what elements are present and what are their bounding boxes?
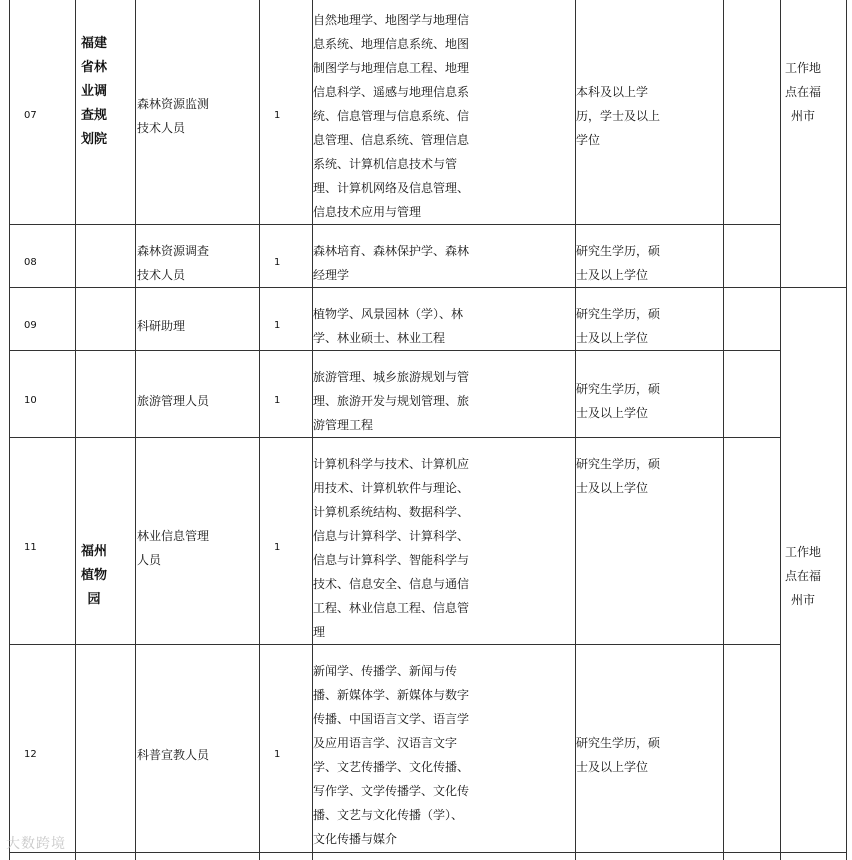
education-requirement: 研究生学历，硕士及以上学位 — [576, 736, 661, 774]
education-requirement: 研究生学历，硕士及以上学位 — [576, 307, 661, 345]
grid-line — [9, 0, 10, 860]
grid-line — [259, 0, 260, 860]
post-name: 森林资源监测技术人员 — [137, 97, 210, 135]
major-requirement: 旅游管理、城乡旅游规划与管理、旅游开发与规划管理、旅游管理工程 — [313, 370, 470, 432]
row-number: 12 — [24, 749, 37, 760]
post-name: 旅游管理人员 — [137, 394, 210, 408]
major-requirement: 自然地理学、地图学与地理信息系统、地理信息系统、地图制图学与地理信息工程、地理信息科学、遥感与地理信息系统、信息管理与信息系统、信息管理、信息系统、管理信息系统、计算机信息技术与管理、计算机网络及信息管理、信息技术应用与管理 — [313, 13, 470, 219]
grid-line — [780, 0, 781, 860]
work-location-note: 工作地点在福州市 — [784, 545, 821, 607]
grid-line — [75, 0, 76, 860]
grid-line — [135, 0, 136, 860]
post-name: 科普宣教人员 — [137, 748, 210, 762]
headcount: 1 — [274, 395, 281, 406]
education-requirement: 研究生学历，硕士及以上学位 — [576, 382, 661, 420]
major-requirement: 森林培育、森林保护学、森林经理学 — [313, 244, 470, 282]
row-number: 07 — [24, 110, 37, 121]
education-requirement: 研究生学历，硕士及以上学位 — [576, 244, 661, 282]
grid-line — [846, 0, 847, 860]
grid-line — [9, 287, 847, 288]
post-name: 林业信息管理人员 — [137, 529, 210, 567]
major-requirement: 植物学、风景园林（学）、林学、林业硕士、林业工程 — [313, 307, 464, 345]
education-requirement: 研究生学历，硕士及以上学位 — [576, 457, 661, 495]
post-name: 科研助理 — [137, 319, 186, 333]
headcount: 1 — [274, 542, 281, 553]
grid-line — [9, 852, 847, 853]
major-requirement: 计算机科学与技术、计算机应用技术、计算机软件与理论、计算机系统结构、数据科学、信息与计算科学、计算科学、信息与计算科学、智能科学与技术、信息安全、信息与通信工程、林业信息工程、信息管理 — [313, 457, 470, 639]
unit-name: 福州植物园 — [80, 544, 107, 607]
grid-line — [9, 437, 781, 438]
watermark: 大数跨境 — [6, 836, 66, 852]
row-number: 09 — [24, 320, 37, 331]
row-number: 08 — [24, 257, 37, 268]
row-number: 10 — [24, 395, 37, 406]
headcount: 1 — [274, 110, 281, 121]
headcount: 1 — [274, 749, 281, 760]
grid-line — [9, 644, 781, 645]
education-requirement: 本科及以上学历，学士及以上学位 — [576, 85, 661, 147]
post-name: 森林资源调查技术人员 — [137, 244, 210, 282]
grid-line — [9, 224, 781, 225]
headcount: 1 — [274, 257, 281, 268]
row-number: 11 — [24, 542, 37, 553]
work-location-note: 工作地点在福州市 — [784, 61, 821, 123]
grid-line — [9, 350, 781, 351]
unit-name: 福建省林业调查规划院 — [80, 36, 107, 147]
headcount: 1 — [274, 320, 281, 331]
grid-line — [723, 0, 724, 860]
major-requirement: 新闻学、传播学、新闻与传播、新媒体学、新媒体与数字传播、中国语言文学、语言学及应用语言学、汉语言文字学、文艺传播学、文化传播、写作学、文学传播学、文化传播、文艺与文化传播（学）、文化传播与媒介 — [313, 664, 470, 846]
